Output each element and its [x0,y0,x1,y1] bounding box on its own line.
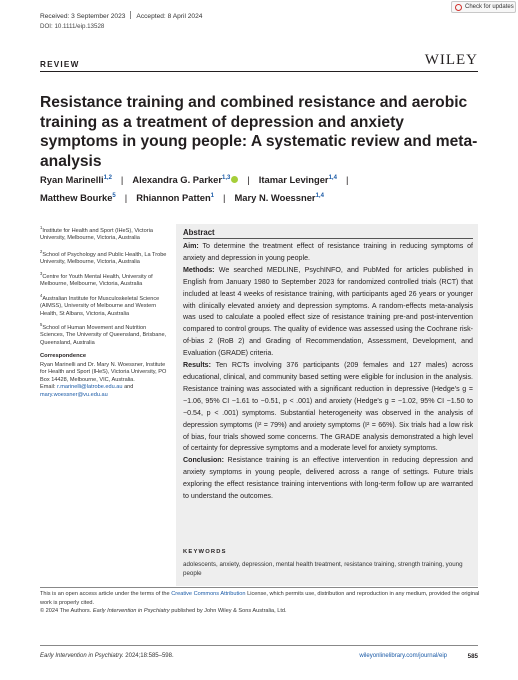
affiliation: $^3$Centre for Youth Mental Health, University of Melbourne, Melbourne, Victoria, Australia [40,271,153,288]
affiliation: $^1$Institute for Health and Sport (IHeS), Victoria University, Melbourne, Victoria, Australia [40,225,153,242]
abstract-methods: Methods: We searched MEDLINE, PsychINFO, and PubMed for articles published in English from January 1980 to September 2023 for randomized controlled trials (RCT) that included at least 4 weeks of resistance training, with participants aged 26 years or younger with clinically elevated anxiety and depression symptoms. A random-effects meta-analysis was used to calculate a pooled effect size of resistance training pre-and post-intervention compared to control groups. The quality of evidence was assessed using the Cochrane risk-of-bias 2 (RoB 2) and Grading of Recommendation, Assessment, Development, and Evaluation (GRADE) criteria. [183,265,473,358]
affiliation: $^4$Australian Institute for Musculoskeletal Science (AIMSS), University of Melbourne and Western Health, St Albans, Victoria, Australia [40,293,160,317]
author[interactable]: Itamar Levinger$^{1,4}$ [258,174,337,186]
orcid-icon[interactable] [231,176,238,183]
received-accepted-line [40,11,202,20]
abstract-rule [183,238,473,239]
author[interactable]: Rhiannon Patten$^1$ [136,192,215,204]
publisher-logo: WILEY [424,52,478,68]
abstract-body [183,241,473,503]
correspondence-text: Ryan Marinelli and Dr. Mary N. Woessner, Institute for Health and Sport (IHeS), Victoria University, PO Box 14428, Melbourne, VIC, Australia. Email: r.marinelli@latrobe.edu.au and mary.woessner@vu.edu.au [40,362,167,398]
divider [130,11,131,19]
check-updates-button[interactable] [451,1,516,13]
license-link[interactable]: Creative Commons Attribution [171,591,246,597]
license-footnote: This is an open access article under the terms of the Creative Commons Attribution License, which permits use, distribution and reproduction in any medium, provided the original work is properly cited. © 2024 The Authors. Early Intervention in Psychiatry published by John Wiley & Sons Australia, Ltd. [40,591,480,615]
abstract-results: Results: Ten RCTs involving 376 participants (209 females and 127 males) across educational, clinical, and community based setting were eligible for inclusion in the analysis. Resistance training was associated with a significant reduction in depressive (Hedge's g = −1.06, 95% CI −1.61 to −0.51, p < .001) and anxiety (Hedge's g = −1.02, 95% CI −1.50 to −0.54, p < .001) symptoms. Substantial heterogeneity was observed in the analysis of depression symptoms (I² = 79%) and anxiety symptoms (I² = 66%). Six trials had a low risk of bias, four trials showed some concerns. The GRADE analysis demonstrated a high level of certainty for depressive symptoms and a moderate level for anxiety symptoms. [183,361,473,453]
footer-rule [40,645,478,646]
header-rule [40,71,478,72]
article-type: REVIEW [40,60,80,69]
author-list: Ryan Marinelli$^{1,2}$ | Alexandra G. Parker$^{1,3}$ | Itamar Levinger$^{1,4}$ | Matthew Bourke$^5$ | Rhiannon Patten$^1$ | Mary N. Woessner$^{1,4}$ [40,174,349,204]
abstract-heading: Abstract [183,228,215,237]
author[interactable]: Alexandra G. Parker$^{1,3}$ [132,174,238,185]
author[interactable]: Mary N. Woessner$^{1,4}$ [234,192,324,204]
keywords-heading: KEYWORDS [183,549,227,555]
check-updates-label: Check for updates [465,4,514,10]
page-number: 585 [467,653,478,660]
author[interactable]: Ryan Marinelli$^{1,2}$ [40,174,112,186]
journal-citation: Early Intervention in Psychiatry. 2024;18:585–598. [40,653,174,659]
abstract-aim: Aim: To determine the treatment effect of resistance training in reducing symptoms of anxiety and depression in young people. [183,242,474,262]
affiliation: $^2$School of Psychology and Public Health, La Trobe University, Melbourne, Victoria, Australia [40,249,167,266]
abstract-conclusion: Conclusion: Resistance training is an effective intervention in reducing depression and anxiety symptoms in young people, delivered across a range of settings. Future trials exploring the effect resistance training interventions with long-term follow up are warranted to understand the outcomes. [183,456,473,501]
journal-site-link[interactable]: wileyonlinelibrary.com/journal/eip [359,653,447,659]
email-link[interactable]: mary.woessner@vu.edu.au [40,391,108,398]
check-updates-icon [455,4,462,11]
accepted-date: Accepted: 8 April 2024 [136,13,203,20]
footnote-rule [40,587,478,588]
keywords-list: adolescents, anxiety, depression, mental health treatment, resistance training, strength training, young people [183,561,463,577]
received-date: Received: 3 September 2023 [40,13,126,20]
correspondence-heading: Correspondence [40,353,87,359]
article-title: Resistance training and combined resistance and aerobic training as a treatment of depression and anxiety symptoms in young people: A systematic review and meta-analysis [40,94,478,170]
email-link[interactable]: r.marinelli@latrobe.edu.au [57,384,123,391]
doi[interactable]: DOI: 10.1111/eip.13528 [40,23,105,30]
author[interactable]: Matthew Bourke$^5$ [40,192,116,204]
affiliation: $^5$School of Human Movement and Nutrition Sciences, The University of Queensland, Brisbane, Queensland, Australia [40,322,167,346]
